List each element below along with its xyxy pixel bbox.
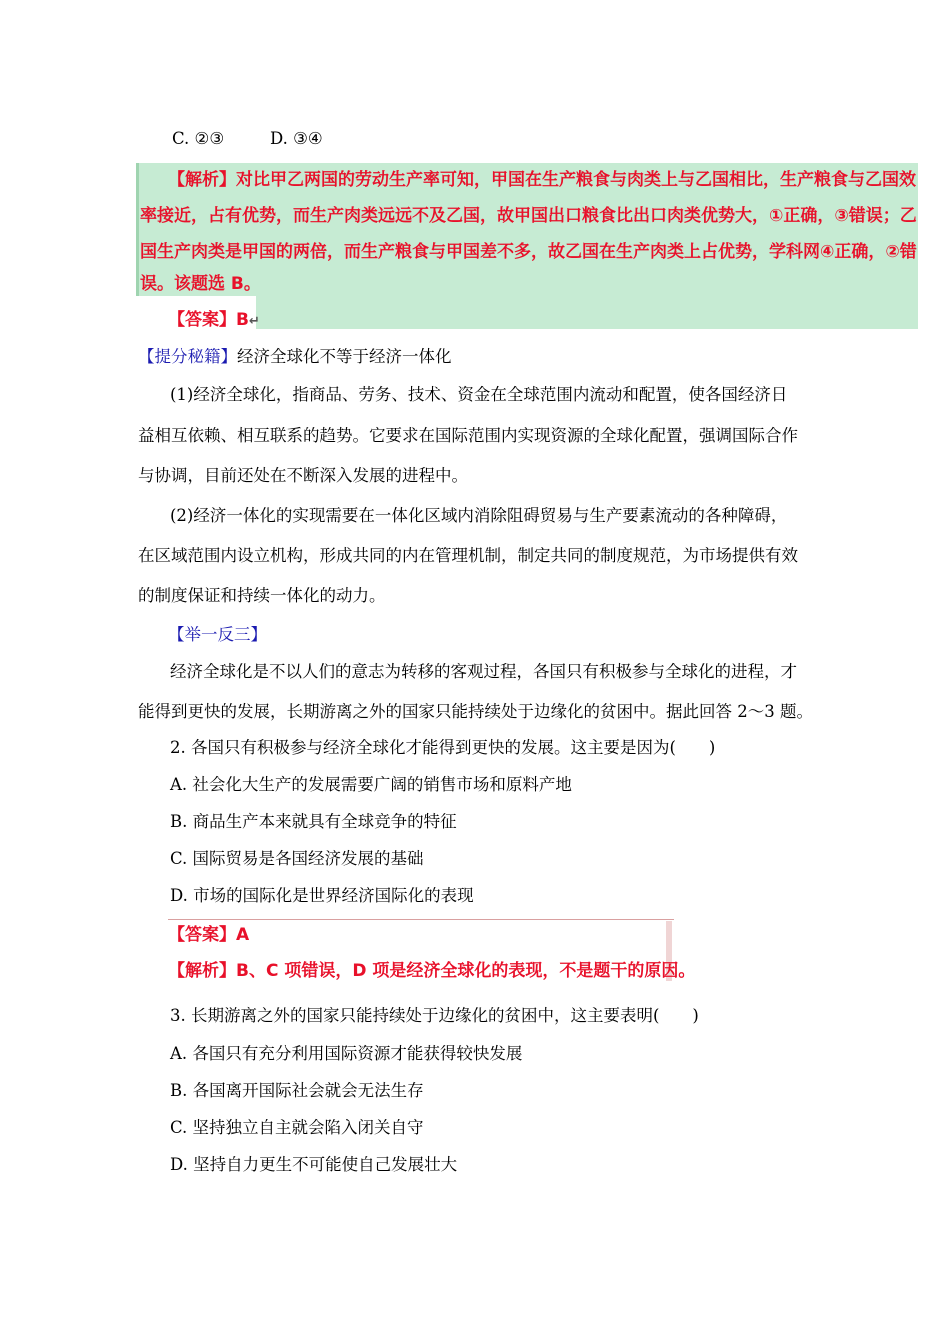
- analysis1-line-3: 国生产肉类是甲国的两倍，而生产粮食与甲国差不多，故乙国在生产肉类上占优势，学科网④正确，②错: [140, 242, 917, 262]
- tip-para2-line-3: 的制度保证和持续一体化的动力。: [138, 586, 386, 605]
- practice-intro-line-1: 经济全球化是不以人们的意志为转移的客观过程，各国只有积极参与全球化的进程，才: [170, 662, 797, 681]
- tip-para2-line-1: (2)经济一体化的实现需要在一体化区域内消除阻碍贸易与生产要素流动的各种障碍，: [170, 506, 788, 525]
- tip-title: 经济全球化不等于经济一体化: [237, 347, 452, 366]
- analysis1-answer: [168, 309, 260, 333]
- analysis1-line-4: 误。该题选 B。: [140, 274, 261, 294]
- practice-heading: 【举一反三】: [168, 625, 267, 644]
- q3-option-b: B. 各国离开国际社会就会无法生存: [170, 1081, 424, 1100]
- q3-stem: 3. 长期游离之外的国家只能持续处于边缘化的贫困中，这主要表明( ): [170, 1006, 699, 1025]
- q2-answer: 【答案】A: [168, 925, 250, 945]
- tip-para2-line-2: 在区域范围内设立机构，形成共同的内在管理机制，制定共同的制度规范，为市场提供有效: [138, 546, 798, 565]
- analysis1-line-1: 【解析】对比甲乙两国的劳动生产率可知，甲国在生产粮食与肉类上与乙国相比，生产粮食与乙国效: [168, 170, 916, 190]
- option-c: C. ②③: [172, 129, 225, 148]
- practice-intro-line-2: 能得到更快的发展，长期游离之外的国家只能持续处于边缘化的贫困中。据此回答 2～3 题。: [138, 702, 813, 721]
- option-d: D. ③④: [270, 129, 323, 148]
- answer-box-top-rule: [168, 919, 674, 920]
- q2-analysis: 【解析】B、C 项错误，D 项是经济全球化的表现，不是题干的原因。: [168, 961, 696, 981]
- q3-option-a: A. 各国只有充分利用国际资源才能获得较快发展: [170, 1044, 523, 1063]
- answer-text: 【答案】B: [168, 310, 249, 330]
- q2-stem: 2. 各国只有积极参与经济全球化才能得到更快的发展。这主要是因为( ): [170, 738, 716, 757]
- q2-option-b: B. 商品生产本来就具有全球竞争的特征: [170, 812, 457, 831]
- tip-heading: [138, 346, 452, 368]
- q2-option-a: A. 社会化大生产的发展需要广阔的销售市场和原料产地: [170, 775, 572, 794]
- q2-option-d: D. 市场的国际化是世界经济国际化的表现: [170, 886, 474, 905]
- tip-bracket: 【提分秘籍】: [138, 347, 237, 366]
- tip-para1-line-2: 益相互依赖、相互联系的趋势。它要求在国际范围内实现资源的全球化配置，强调国际合作: [138, 426, 798, 445]
- q2-option-c: C. 国际贸易是各国经济发展的基础: [170, 849, 424, 868]
- q3-option-d: D. 坚持自力更生不可能使自己发展壮大: [170, 1155, 458, 1174]
- return-mark-icon: ↵: [248, 314, 260, 329]
- tip-para1-line-1: (1)经济全球化，指商品、劳务、技术、资金在全球范围内流动和配置，使各国经济日: [170, 385, 788, 404]
- analysis1-line-2: 率接近，占有优势，而生产肉类远远不及乙国，故甲国出口粮食比出口肉类优势大，①正确，③错误；乙: [140, 206, 917, 226]
- q3-option-c: C. 坚持独立自主就会陷入闭关自守: [170, 1118, 424, 1137]
- tip-para1-line-3: 与协调，目前还处在不断深入发展的进程中。: [138, 466, 468, 485]
